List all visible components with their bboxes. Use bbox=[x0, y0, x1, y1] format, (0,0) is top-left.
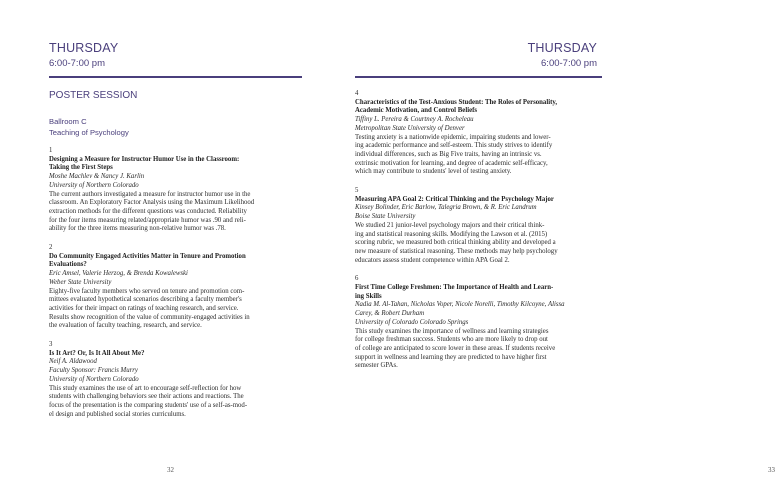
page-number: 32 bbox=[167, 466, 174, 474]
poster-number: 2 bbox=[49, 244, 53, 252]
poster-title: Measuring APA Goal 2: Critical Thinking and the Psychology Major bbox=[355, 195, 554, 203]
poster-abstract: of college are anticipated to score lower in these areas. If students receive bbox=[355, 344, 556, 352]
poster-affiliation: Boise State University bbox=[355, 213, 416, 221]
poster-entry bbox=[355, 187, 602, 265]
header-rule bbox=[355, 76, 602, 78]
poster-abstract: This study examines the importance of wellness and learning strategies bbox=[355, 327, 549, 335]
poster-abstract: for college freshman success. Students who are more likely to drop out bbox=[355, 336, 548, 344]
poster-title: Designing a Measure for Instructor Humor Use in the Classroom: bbox=[49, 155, 240, 163]
poster-abstract: scoring rubric, we measured both critical thinking ability and developed a bbox=[355, 239, 556, 247]
poster-abstract: ing and statistical reasoning skills. Modifying the Lawson et al. (2015) bbox=[355, 230, 548, 238]
poster-abstract: for the four items measuring related/appropriate humor was .90 and reli- bbox=[49, 216, 246, 224]
session-location: Ballroom C bbox=[49, 117, 87, 126]
poster-abstract: We studied 21 junior-level psychology majors and their critical think- bbox=[355, 221, 545, 229]
poster-abstract: Results show recognition of the value of community-engaged activities in bbox=[49, 313, 250, 321]
time-heading: 6:00-7:00 pm bbox=[49, 58, 105, 69]
poster-authors: Neif A. Aldawood bbox=[49, 358, 97, 366]
poster-title: Do Community Engaged Activities Matter in Tenure and Promotion bbox=[49, 252, 246, 260]
day-heading: THURSDAY bbox=[527, 41, 597, 55]
poster-abstract: Testing anxiety is a nationwide epidemic, impairing students and lower- bbox=[355, 133, 551, 141]
entries-list bbox=[355, 90, 602, 381]
poster-title: Is It Art? Or, Is It All About Me? bbox=[49, 349, 145, 357]
poster-abstract: the evaluation of faculty teaching, research, and service. bbox=[49, 322, 202, 330]
poster-abstract: semester GPAs. bbox=[355, 362, 398, 370]
poster-abstract: ability for the three items measuring non-relative humor was .78. bbox=[49, 225, 226, 233]
poster-abstract: educators assess student competence within APA Goal 2. bbox=[355, 256, 510, 264]
poster-abstract: support in wellness and learning they are predicted to have higher first bbox=[355, 353, 547, 361]
poster-title: Evaluations? bbox=[49, 261, 87, 269]
entries-list bbox=[49, 147, 302, 429]
poster-title: First Time College Freshmen: The Importance of Health and Learn- bbox=[355, 284, 554, 292]
poster-abstract: which may contribute to students' level of testing anxiety. bbox=[355, 168, 512, 176]
poster-affiliation: University of Northern Colorado bbox=[49, 181, 139, 189]
header-rule bbox=[49, 76, 302, 78]
poster-abstract: The current authors investigated a measure for instructor humor use in the bbox=[49, 190, 251, 198]
page-number: 33 bbox=[768, 466, 775, 474]
poster-abstract: extrinsic motivation for learning, and degree of academic self-efficacy, bbox=[355, 159, 548, 167]
poster-abstract: individual differences, such as Big Five traits, having an intrinsic vs. bbox=[355, 150, 542, 158]
session-meta bbox=[49, 116, 129, 138]
poster-title: Characteristics of the Test-Anxious Student: The Roles of Personality, bbox=[355, 98, 558, 106]
poster-abstract: new measure of statistical reasoning. These methods may help psychology bbox=[355, 247, 558, 255]
poster-authors: Tiffiny L. Pereira & Courtney A. Rocheleau bbox=[355, 116, 474, 124]
poster-abstract: classroom. An Exploratory Factor Analysis using the Maximum Likelihood bbox=[49, 199, 255, 207]
poster-abstract: This study examines the use of art to encourage self-reflection for how bbox=[49, 384, 242, 392]
poster-number: 1 bbox=[49, 147, 53, 154]
poster-authors: Faculty Sponsor: Francis Murry bbox=[49, 367, 138, 375]
day-heading: THURSDAY bbox=[49, 41, 119, 55]
poster-abstract: activities for their impact on ratings of teaching research, and service. bbox=[49, 304, 239, 312]
poster-affiliation: University of Northern Colorado bbox=[49, 375, 139, 383]
poster-title: Taking the First Steps bbox=[49, 164, 113, 172]
poster-abstract: ing academic performance and self-esteem. This study strives to identify bbox=[355, 142, 553, 150]
left-page bbox=[0, 0, 319, 493]
poster-entry bbox=[355, 275, 602, 371]
poster-number: 5 bbox=[355, 187, 359, 195]
poster-entry bbox=[49, 341, 302, 419]
poster-abstract: students with challenging behaviors see their actions and reactions. The bbox=[49, 393, 244, 401]
poster-authors: Carey, & Robert Durham bbox=[355, 310, 425, 318]
poster-affiliation: University of Colorado Colorado Springs bbox=[355, 318, 469, 326]
poster-entry bbox=[49, 244, 302, 331]
poster-affiliation: Metropolitan State University of Denver bbox=[355, 124, 465, 132]
poster-abstract: extraction methods for the different questions was conducted. Reliability bbox=[49, 207, 247, 215]
session-title: POSTER SESSION bbox=[49, 90, 138, 101]
poster-abstract: focus of the presentation is the comparing students' use of a self-as-mod- bbox=[49, 401, 248, 409]
poster-abstract: Eighty-five faculty members who served on tenure and promotion com- bbox=[49, 287, 245, 295]
poster-authors: Moshe Machlev & Nancy J. Karlin bbox=[49, 173, 145, 181]
poster-abstract: mittees evaluated hypothetical scenarios describing a faculty member's bbox=[49, 296, 242, 304]
poster-authors: Nadia M. Al-Tahan, Nicholas Voper, Nicole Norelli, Timothy Kilcoyne, Alissa bbox=[355, 301, 565, 309]
poster-entry bbox=[49, 147, 302, 234]
poster-number: 4 bbox=[355, 90, 359, 97]
session-track: Teaching of Psychology bbox=[49, 128, 129, 137]
poster-number: 3 bbox=[49, 341, 53, 349]
poster-authors: Kinsey Bolinder, Eric Barlow, Talegria Brown, & R. Eric Landrum bbox=[355, 204, 537, 212]
poster-number: 6 bbox=[355, 275, 359, 283]
poster-title: ing Skills bbox=[355, 292, 382, 300]
time-heading: 6:00-7:00 pm bbox=[541, 58, 597, 69]
poster-affiliation: Weber State University bbox=[49, 278, 112, 286]
poster-abstract: el design and published social stories curriculums. bbox=[49, 410, 186, 418]
poster-title: Academic Motivation, and Control Beliefs bbox=[355, 107, 478, 115]
poster-entry bbox=[355, 90, 602, 177]
poster-authors: Eric Amsel, Valerie Herzog, & Brenda Kowalewski bbox=[49, 270, 188, 278]
